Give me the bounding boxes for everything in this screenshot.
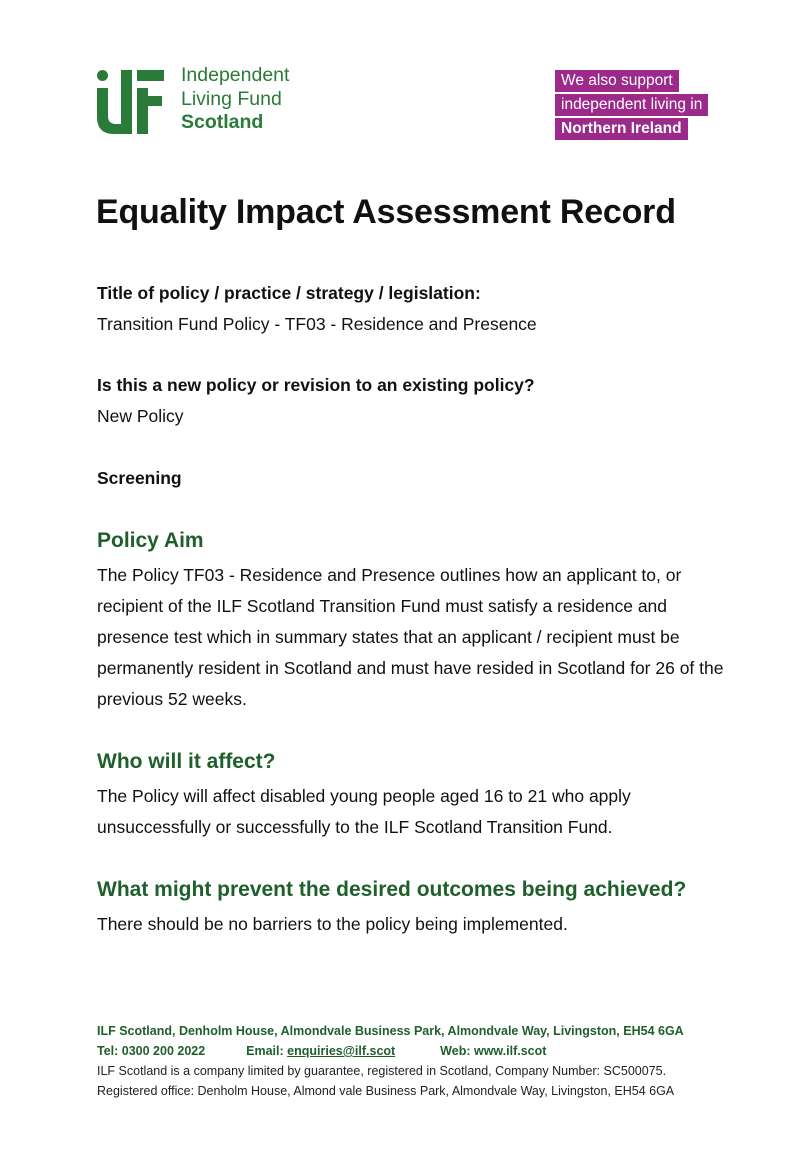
ni-badge-line-2: independent living in bbox=[555, 94, 708, 116]
ni-badge-line-3: Northern Ireland bbox=[555, 118, 688, 140]
footer-address: ILF Scotland, Denholm House, Almondvale Business Park, Almondvale Way, Livingston, EH54 6GA bbox=[97, 1024, 684, 1038]
page-title: Equality Impact Assessment Record bbox=[96, 193, 676, 231]
footer-web[interactable]: Web: www.ilf.scot bbox=[440, 1044, 547, 1058]
footer-registered: Registered office: Denholm House, Almond vale Business Park, Almondvale Way, Livingston, EH54 6GA bbox=[97, 1084, 675, 1098]
prevent-heading: What might prevent the desired outcomes being achieved? bbox=[97, 878, 687, 901]
new-policy-label: Is this a new policy or revision to an existing policy? bbox=[97, 375, 535, 395]
footer-company: ILF Scotland is a company limited by guarantee, registered in Scotland, Company Number: SC500075. bbox=[97, 1064, 667, 1078]
ni-badge-line-1: We also support bbox=[555, 70, 679, 92]
northern-ireland-badge[interactable] bbox=[555, 70, 708, 142]
footer-email-label: Email: bbox=[246, 1044, 288, 1058]
logo-line-2: Living Fund bbox=[181, 87, 282, 110]
who-affect-heading: Who will it affect? bbox=[97, 750, 276, 773]
new-policy-value: New Policy bbox=[97, 406, 184, 426]
who-affect-text: The Policy will affect disabled young people aged 16 to 21 who apply unsuccessfully or successfully to the ILF Scotland Transition Fund. bbox=[97, 786, 631, 837]
policy-title-value: Transition Fund Policy - TF03 - Residence and Presence bbox=[97, 314, 537, 334]
policy-title-label: Title of policy / practice / strategy / legislation: bbox=[97, 283, 481, 303]
footer bbox=[97, 1021, 684, 1101]
policy-aim-heading: Policy Aim bbox=[97, 529, 204, 552]
footer-contacts bbox=[97, 1041, 684, 1061]
ilf-logo-icon bbox=[97, 70, 167, 134]
screening-label: Screening bbox=[97, 468, 182, 488]
footer-email-link[interactable]: enquiries@ilf.scot bbox=[287, 1044, 396, 1058]
footer-tel: Tel: 0300 200 2022 bbox=[97, 1044, 206, 1058]
policy-aim-text: The Policy TF03 - Residence and Presence outlines how an applicant to, or recipient of the ILF Scotland Transition Fund must satisfy a residence and presence test which in summary states that an applicant / recipient must be permanently resident in Scotland and must have resided in Scotland for 26 of the previous 52 weeks. bbox=[97, 565, 724, 709]
logo-text bbox=[181, 64, 289, 135]
logo-line-3: Scotland bbox=[181, 111, 264, 133]
logo-line-1: Independent bbox=[181, 64, 290, 86]
prevent-text: There should be no barriers to the policy being implemented. bbox=[97, 914, 568, 934]
